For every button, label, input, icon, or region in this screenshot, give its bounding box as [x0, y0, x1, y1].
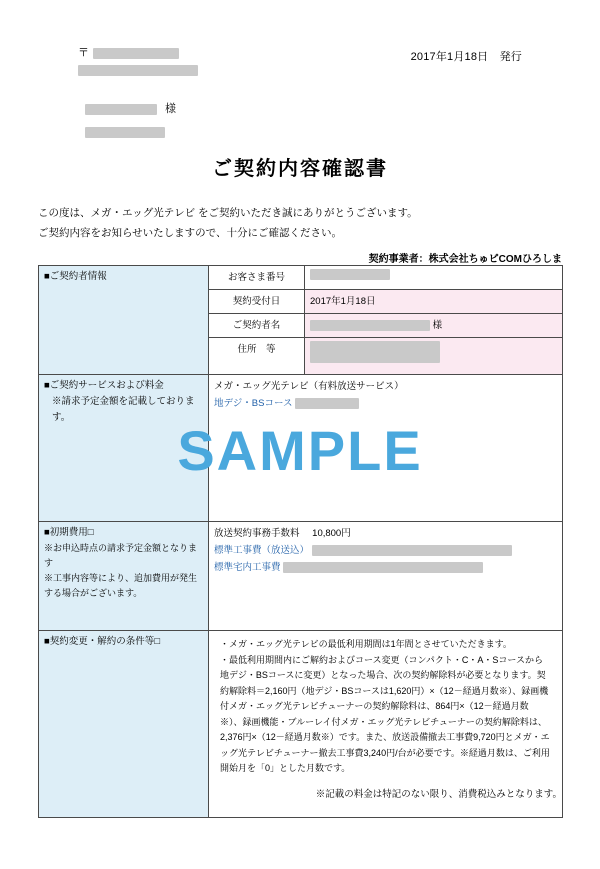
initial-cost-cell: [209, 522, 563, 631]
page-title: ご契約内容確認書: [212, 158, 388, 180]
contractor-line: 契約事業者：株式会社ちゅピCOMひろしま: [368, 254, 562, 265]
honorific-sama: 様: [165, 103, 176, 115]
section-note-service: ※請求予定金額を記載しております。: [52, 396, 195, 423]
redacted-indoor-work-fee: [283, 562, 483, 573]
row-label-contractor-name: ご契約者名: [209, 314, 305, 338]
redacted-customer-number: [310, 269, 390, 280]
initial-cost-value-1: 10,800円: [312, 528, 351, 539]
terms-text: [214, 634, 557, 782]
row-value-address: [305, 338, 563, 375]
sample-watermark: SAMPLE: [177, 419, 423, 482]
initial-cost-label-1: 放送契約事務手数料: [214, 528, 300, 539]
recipient-extra-line: [85, 126, 165, 140]
row-value-customer-number: [305, 266, 563, 290]
row-label-customer-number: お客さま番号: [209, 266, 305, 290]
honorific-sama-cell: 様: [432, 320, 443, 331]
initial-cost-note-2: ※工事内容等により、追加費用が発生: [44, 573, 198, 583]
terms-paragraph-2: ・最低利用期間内にご解約およびコース変更（コンパクト・C・A・Sコースから地デジ・BSコースに変更）となった場合、次の契約解除料が必要となります。契約解除料＝2,160円（地デジ・BSコースは1,620円）×（12－経過月数※）、録画機付メガ・エッグ光テレビチューナーの契約解除料は、864円×（12－経過月数※）、録画機能・ブルーレイ付メガ・エッグ光テレビチューナーの契約解除料は、2,376円×（12－経過月数※）です。また、放送設備撤去工事費9,720円とメガ・エッグ光テレビチューナー撤去工事費3,240円/台が必要です。※経過月数は、ご利用開始月を「0」とした月数です。: [220, 654, 550, 773]
section-label-initial-cost: [39, 522, 209, 631]
section-label-service-title: ■ご契約サービスおよび料金: [44, 380, 164, 391]
footer-note: ※記載の料金は特記のない限り、消費税込みとなります。: [315, 789, 562, 800]
redacted-name: [85, 104, 157, 115]
recipient-address-line: [78, 64, 198, 78]
intro-line-1: この度は、メガ・エッグ光テレビ をご契約いただき誠にありがとうございます。: [38, 207, 418, 219]
redacted-address: [78, 65, 198, 76]
row-label-address: 住所 等: [209, 338, 305, 375]
contract-table: [38, 265, 563, 818]
initial-cost-label-3: 標準宅内工事費: [214, 562, 281, 573]
initial-cost-note-3: する場合がございます。: [44, 588, 143, 598]
intro-text: [38, 203, 418, 243]
initial-cost-label-2: 標準工事費（放送込）: [214, 545, 310, 556]
initial-cost-row-2: [214, 542, 557, 559]
table-row: [39, 266, 563, 290]
header-block: [0, 38, 600, 148]
section-label-customer-info: ■ご契約者情報: [39, 266, 209, 375]
section-label-terms: ■契約変更・解約の条件等□: [39, 631, 209, 818]
recipient-name-line: [85, 100, 176, 116]
service-line-2-label: 地デジ・BSコース: [214, 398, 293, 409]
redacted-contractor-name: [310, 320, 430, 331]
redacted-standard-work-fee: [312, 545, 512, 556]
intro-line-2: ご契約内容をお知らせいたしますので、十分にご確認ください。: [38, 227, 342, 239]
initial-cost-row-3: [214, 559, 557, 576]
terms-paragraph-1: ・メガ・エッグ光テレビの最低利用期間は1年間とさせていただきます。: [220, 639, 512, 649]
section-label-initial-cost-title: ■初期費用□: [44, 527, 94, 538]
initial-cost-note-1: ※お申込時点の請求予定金額となります: [44, 543, 198, 568]
issue-date: 2017年1月18日 発行: [410, 51, 522, 63]
row-value-contract-date: 2017年1月18日: [305, 290, 563, 314]
redacted-zip: [93, 48, 179, 59]
row-value-contractor-name: [305, 314, 563, 338]
row-label-contract-date: 契約受付日: [209, 290, 305, 314]
table-row: [39, 522, 563, 631]
redacted-extra: [85, 127, 165, 138]
zip-mark: 〒: [78, 47, 89, 59]
redacted-address-cell: [310, 341, 440, 363]
initial-cost-row-1: [214, 525, 557, 542]
redacted-service-fee: [295, 398, 359, 409]
service-line-1: メガ・エッグ光テレビ（有料放送サービス）: [214, 381, 404, 392]
service-line-2: [214, 395, 557, 412]
recipient-zip-line: [78, 46, 179, 61]
